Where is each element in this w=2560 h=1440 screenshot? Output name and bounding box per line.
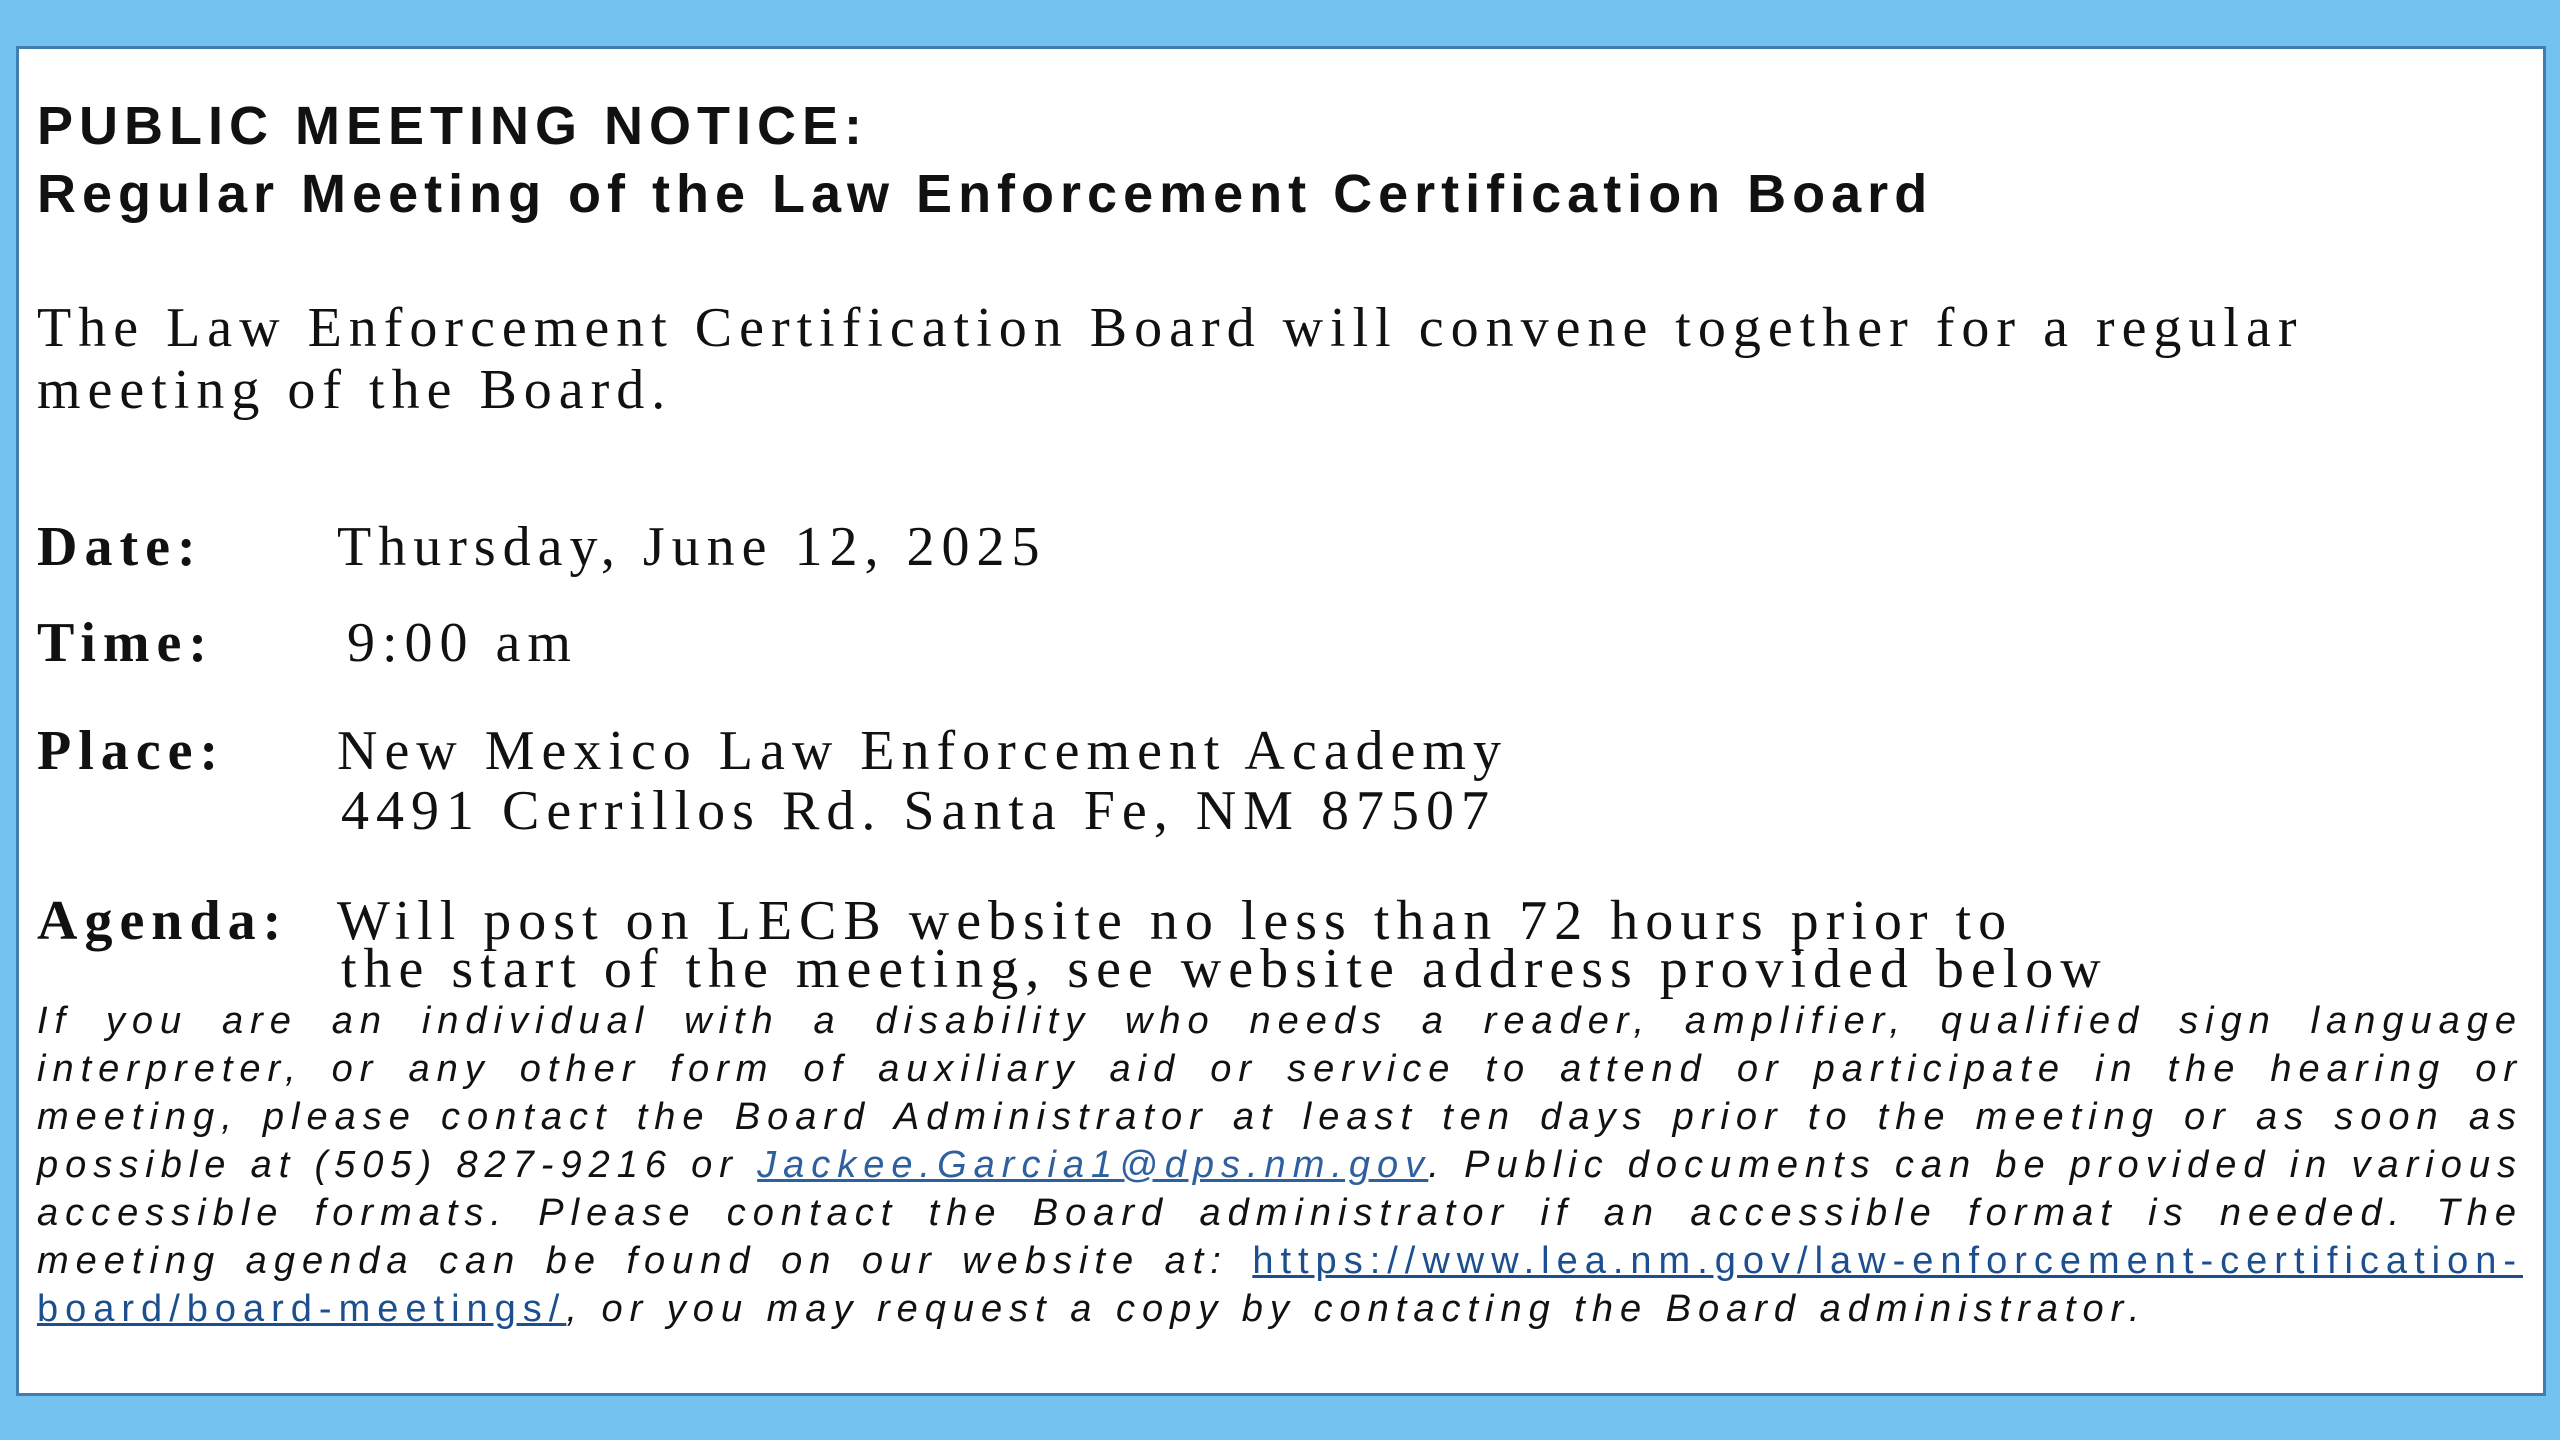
accessibility-notice xyxy=(37,997,2523,1333)
time-value: 9:00 am xyxy=(347,612,578,674)
accessibility-text-3: , or you may request a copy by contacting the Board administrator. xyxy=(566,1288,2147,1330)
place-line-1: New Mexico Law Enforcement Academy xyxy=(337,720,1508,782)
accessibility-text-1: If you are an individual with a disability who needs a reader, amplifier, qualified sign language interpreter, or any other form of auxiliary aid or service to attend or participate in the hearing or meeting, please contact the Board Administrator at least ten days prior to the meeting or as soon as possible at (505) 827-9216 or xyxy=(37,1000,2523,1186)
agenda-label: Agenda: xyxy=(37,890,289,952)
place-line-2: 4491 Cerrillos Rd. Santa Fe, NM 87507 xyxy=(341,780,1496,842)
website-link[interactable]: https://www.lea.nm.gov/law-enforcement-certification-board/board-meetings/ xyxy=(37,1240,2523,1330)
agenda-line-2: the start of the meeting, see website address provided below xyxy=(341,938,2108,1000)
notice-page xyxy=(16,46,2546,1396)
email-link[interactable]: Jackee.Garcia1@dps.nm.gov xyxy=(757,1144,1429,1186)
agenda-line-1: Will post on LECB website no less than 72 hours prior to xyxy=(337,890,2014,952)
date-value: Thursday, June 12, 2025 xyxy=(337,516,1047,578)
place-label: Place: xyxy=(37,720,226,782)
date-label: Date: xyxy=(37,516,203,578)
notice-heading: PUBLIC MEETING NOTICE: xyxy=(37,96,868,156)
time-label: Time: xyxy=(37,612,215,674)
accessibility-text-2: . Public documents can be provided in various accessible formats. Please contact the Board administrator if an accessible format is needed. The meeting agenda can be found on our website at: xyxy=(37,1144,2523,1282)
notice-intro: The Law Enforcement Certification Board will convene together for a regular meeting of the Board. xyxy=(37,297,2304,421)
notice-subheading: Regular Meeting of the Law Enforcement Certification Board xyxy=(37,164,1934,224)
